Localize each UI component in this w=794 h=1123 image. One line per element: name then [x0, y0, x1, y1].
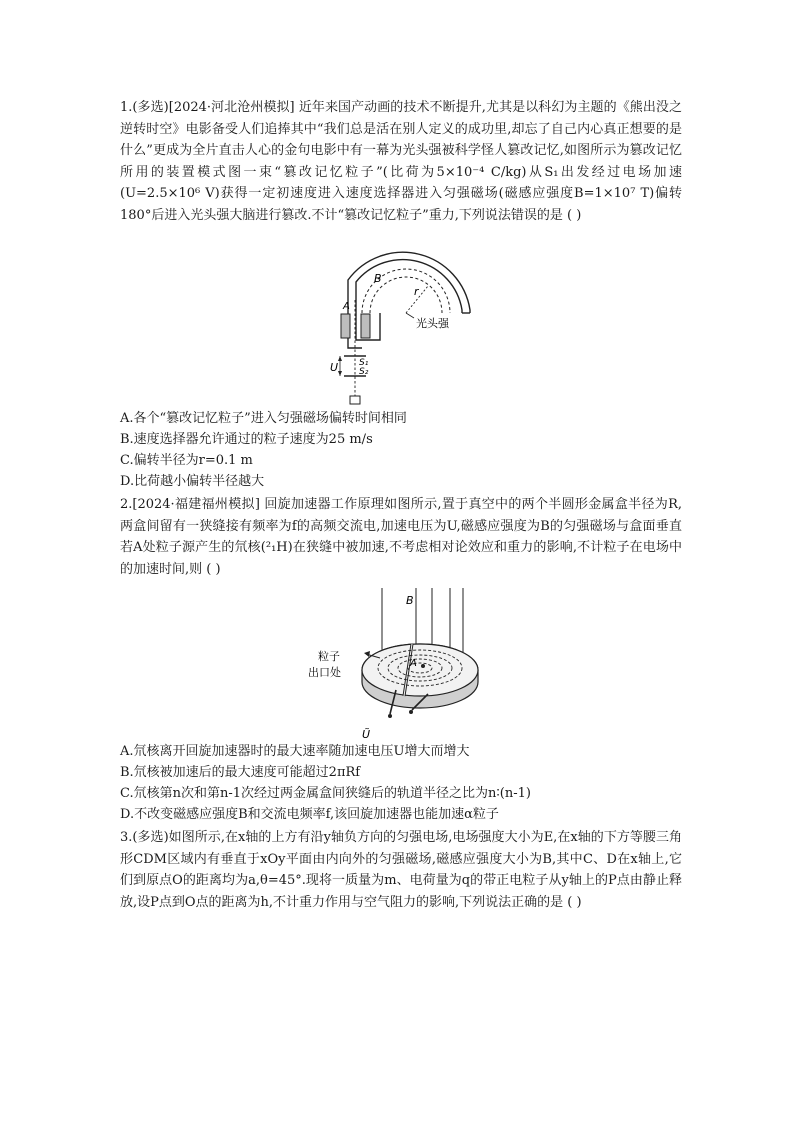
question-2-option-a: A.氘核离开回旋加速器时的最大速率随加速电压U增大而增大: [120, 744, 470, 759]
question-1-option-b: B.速度选择器允许通过的粒子速度为25 m/s: [120, 432, 373, 447]
question-1-text: 1.(多选)[2024·河北沧州模拟] 近年来国产动画的技术不断提升,尤其是以科幻为主题的《熊出没之逆转时空》电影备受人们追捧其中“我们总是活在别人定义的成功里,却忘了自己内心真正想要的是什么”更成为全片直击人心的金句电影中有一幕为光头强被科学怪人篡改记忆,如图所示为篡改记忆所用的装置模式图一束“篡改记忆粒子”(比荷为5×10⁻⁴ C/kg)从S₁出发经过电场加速(U=2.5×10⁶ V)获得一定初速度进入速度选择器进入匀强磁场(磁感应强度B=1×10⁷ T)偏转180°后进入光头强大脑进行篡改.不计“篡改记忆粒子”重力,下列说法错误的是 ( ): [120, 100, 682, 223]
figure-2-label-exit-1: 粒子: [318, 650, 340, 663]
question-1-option-d: D.比荷越小偏转半径越大: [120, 474, 265, 489]
question-1-option-a: A.各个“篡改记忆粒子”进入匀强磁场偏转时间相同: [120, 411, 407, 426]
figure-2-label-exit-2: 出口处: [308, 666, 341, 679]
figure-2-label-b: B: [406, 594, 414, 607]
question-1-stem: [120, 97, 682, 226]
figure-1-label-s2: S₂: [359, 367, 369, 377]
figure-1-label-r: r: [414, 285, 419, 298]
figure-1-label-target: 光头强: [416, 317, 449, 330]
figure-1-label-s1: S₁: [359, 358, 369, 368]
question-2-text: 2.[2024·福建福州模拟] 回旋加速器工作原理如图所示,置于真空中的两个半圆形金属盒半径为R,两盒间留有一狭缝接有频率为f的高频交流电,加速电压为U,磁感应强度为B的匀强磁场与盒面垂直若A处粒子源产生的氘核(²₁H)在狭缝中被加速,不考虑相对论效应和重力的影响,不计粒子在电场中的加速时间,则 ( ): [120, 497, 682, 577]
question-2-option-c: C.氘核第n次和第n-1次经过两金属盒间狭缝后的轨道半径之比为n∶(n-1): [120, 786, 531, 801]
figure-1-label-a: A: [343, 301, 350, 312]
figure-1-device: [318, 240, 478, 410]
question-2-option-b: B.氘核被加速后的最大速度可能超过2πRf: [120, 765, 361, 780]
figure-2-label-a: A: [410, 658, 417, 669]
figure-1-label-u: U: [330, 361, 339, 374]
question-2-stem: [120, 494, 682, 580]
question-1-option-c: C.偏转半径为r=0.1 m: [120, 453, 253, 468]
question-3-text: 3.(多选)如图所示,在x轴的上方有沿y轴负方向的匀强电场,电场强度大小为E,在x轴的下方等腰三角形CDM区域内有垂直于xOy平面由内向外的匀强磁场,磁感应强度大小为B,其中C、D在x轴上,它们到原点O的距离均为a,θ=45°.现将一质量为m、电荷量为q的带正电粒子从y轴上的P点由静止释放,设P点到O点的距离为h,不计重力作用与空气阻力的影响,下列说法正确的是 ( ): [120, 830, 682, 910]
question-3-stem: [120, 827, 682, 913]
figure-2-label-u: Ũ: [362, 728, 371, 741]
question-2-option-d: D.不改变磁感应强度B和交流电频率f,该回旋加速器也能加速α粒子: [120, 807, 499, 822]
figure-2-cyclotron: [300, 582, 490, 742]
figure-1-label-b: B: [374, 272, 382, 285]
